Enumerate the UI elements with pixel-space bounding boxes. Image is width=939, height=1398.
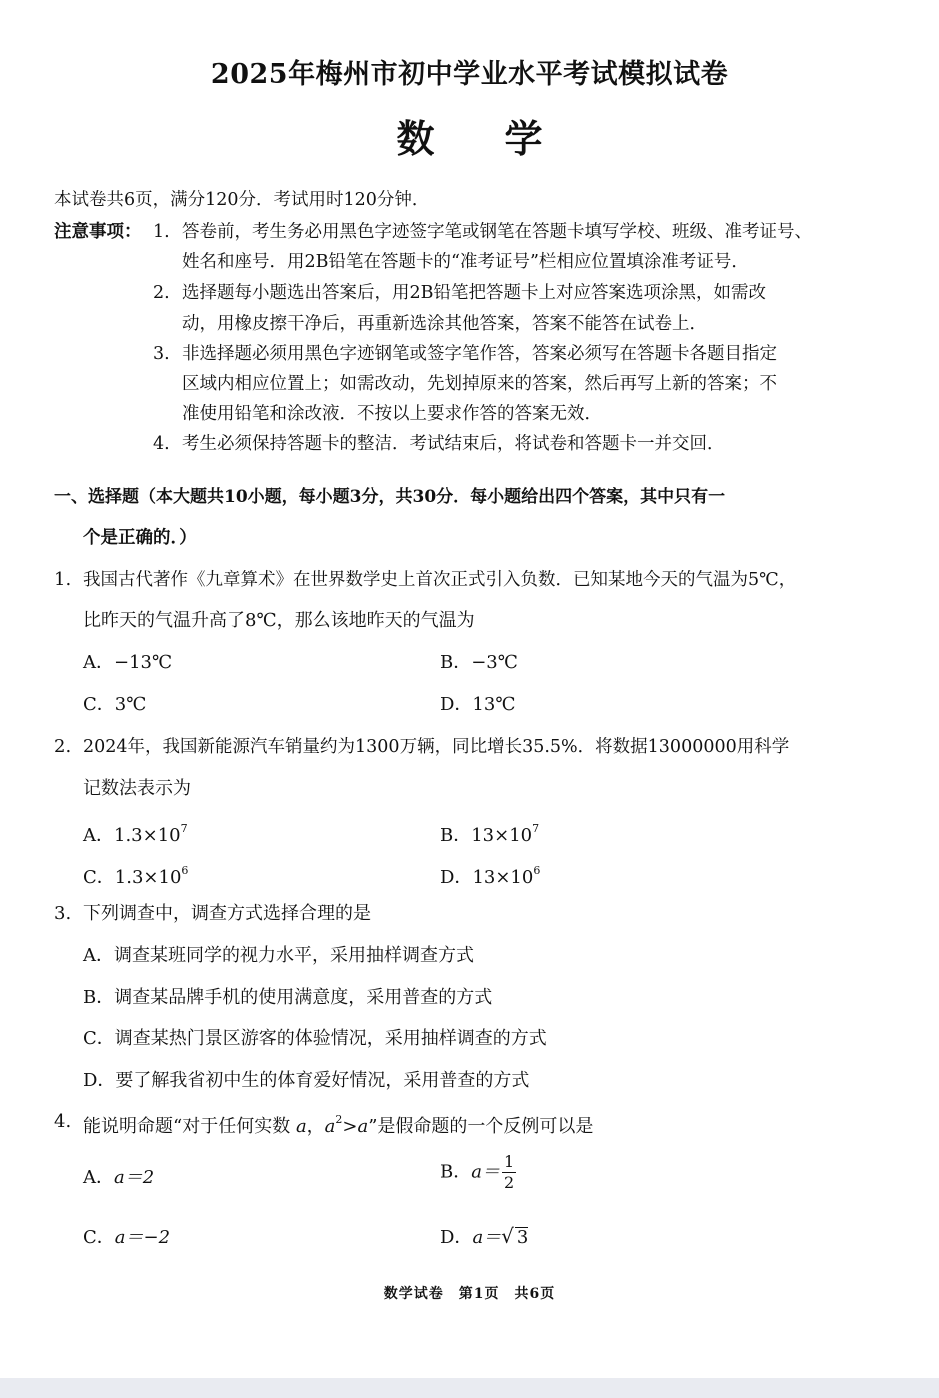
notice-number: 2. bbox=[153, 283, 170, 303]
option-d bbox=[440, 1226, 528, 1248]
option-a: A．调查某班同学的视力水平，采用抽样调查方式 bbox=[83, 945, 474, 966]
option-b: B．调查某品牌手机的使用满意度，采用普查的方式 bbox=[83, 987, 493, 1008]
notice-number: 4. bbox=[153, 434, 170, 454]
denominator: 2 bbox=[503, 1173, 515, 1192]
stem-text: ”是假命题的一个反例可以是 bbox=[368, 1116, 594, 1137]
option-exponent: 6 bbox=[181, 864, 189, 877]
numerator: 1 bbox=[503, 1152, 515, 1171]
question-stem: 下列调查中，调查方式选择合理的是 bbox=[83, 903, 371, 924]
option-d: D．要了解我省初中生的体育爱好情况，采用普查的方式 bbox=[83, 1070, 530, 1091]
notice-line: 答卷前，考生务必用黑色字迹签字笔或钢笔在答题卡填写学校、班级、准考证号、 bbox=[182, 222, 812, 242]
option-d: D．13℃ bbox=[440, 694, 516, 715]
question-stem: 比昨天的气温升高了8℃，那么该地昨天的气温为 bbox=[83, 610, 475, 631]
option-base: 1.3×10 bbox=[114, 867, 182, 888]
exam-title: 2025年梅州市初中学业水平考试模拟试卷 bbox=[210, 59, 729, 90]
option-c: C．调查某热门景区游客的体验情况，采用抽样调查的方式 bbox=[83, 1028, 547, 1049]
question-stem: 我国古代著作《九章算术》在世界数学史上首次正式引入负数．已知某地今天的气温为5℃， bbox=[83, 570, 797, 590]
option-c bbox=[83, 1228, 170, 1248]
notice-number: 1. bbox=[153, 222, 170, 242]
question-number: 3. bbox=[54, 903, 72, 924]
variable-a: a bbox=[295, 1116, 307, 1137]
page-footer: 数学试卷 第1页 共6页 bbox=[383, 1286, 556, 1302]
question-number: 1. bbox=[54, 569, 72, 590]
exam-intro: 本试卷共6页，满分120分．考试用时120分钟． bbox=[54, 190, 430, 210]
option-exponent: 6 bbox=[533, 864, 541, 877]
option-a bbox=[83, 1168, 154, 1188]
variable-a: a bbox=[357, 1116, 369, 1137]
stem-comma: ， bbox=[306, 1116, 325, 1137]
option-b: B．−3℃ bbox=[440, 652, 518, 673]
option-b bbox=[440, 1152, 516, 1193]
notice-line: 区域内相应位置上；如需改动，先划掉原来的答案，然后再写上新的答案；不 bbox=[182, 374, 777, 394]
option-base: 1.3×10 bbox=[114, 825, 181, 846]
option-c: C．3℃ bbox=[83, 694, 147, 715]
option-b bbox=[440, 821, 539, 846]
option-expr: a＝2 bbox=[114, 1167, 155, 1188]
question-number: 2. bbox=[54, 736, 72, 757]
option-base: 13×10 bbox=[471, 825, 533, 846]
notice-label: 注意事项： bbox=[54, 222, 142, 242]
option-expr: a＝−2 bbox=[114, 1227, 171, 1248]
option-d bbox=[440, 863, 540, 888]
notice-line: 准使用铅笔和涂改液．不按以上要求作答的答案无效． bbox=[182, 404, 602, 424]
variable-a: a bbox=[324, 1116, 336, 1137]
option-exponent: 7 bbox=[532, 822, 540, 835]
question-stem bbox=[83, 1112, 593, 1137]
exponent: 2 bbox=[335, 1113, 343, 1126]
greater-than: > bbox=[342, 1116, 358, 1137]
option-label: D． bbox=[440, 867, 473, 888]
radicand: 3 bbox=[516, 1227, 529, 1248]
notice-line: 非选择题必须用黑色字迹钢笔或签字笔作答，答案必须写在答题卡各题目指定 bbox=[182, 344, 777, 364]
option-label: D． bbox=[440, 1227, 473, 1248]
subject-heading: 数学 bbox=[396, 116, 613, 161]
option-c bbox=[83, 863, 188, 888]
question-stem: 记数法表示为 bbox=[83, 778, 191, 799]
option-expr: a＝ bbox=[471, 1161, 500, 1183]
notice-number: 3. bbox=[153, 344, 170, 364]
option-exponent: 7 bbox=[180, 822, 188, 835]
option-expr: a＝ bbox=[472, 1227, 502, 1248]
notice-line: 考生必须保持答题卡的整洁．考试结束后，将试卷和答题卡一并交回． bbox=[182, 434, 725, 454]
bottom-edge bbox=[0, 1378, 939, 1398]
notice-line: 选择题每小题选出答案后，用2B铅笔把答题卡上对应答案选项涂黑，如需改 bbox=[182, 283, 766, 303]
section-heading: 一、选择题（本大题共10小题，每小题3分，共30分．每小题给出四个答案，其中只有一 bbox=[54, 487, 726, 507]
notice-line: 动，用橡皮擦干净后，再重新选涂其他答案，答案不能答在试卷上． bbox=[182, 314, 707, 334]
option-label: C． bbox=[83, 1227, 115, 1248]
radical-sign: √ bbox=[501, 1224, 514, 1248]
question-number: 4. bbox=[54, 1111, 72, 1132]
option-label: B． bbox=[440, 1161, 472, 1183]
option-a bbox=[83, 821, 188, 846]
stem-text: 能说明命题“对于任何实数 bbox=[83, 1116, 291, 1137]
question-stem: 2024年，我国新能源汽车销量约为1300万辆，同比增长35.5%．将数据13000000用科学 bbox=[83, 737, 790, 757]
notice-line: 姓名和座号．用2B铅笔在答题卡的“准考证号”栏相应位置填涂准考证号． bbox=[182, 252, 749, 272]
option-label: A． bbox=[83, 1167, 114, 1188]
option-a: A．−13℃ bbox=[83, 652, 173, 673]
option-label: A． bbox=[83, 825, 114, 846]
option-label: C． bbox=[83, 867, 115, 888]
fraction bbox=[502, 1152, 516, 1193]
section-heading-cont: 个是正确的．） bbox=[83, 528, 197, 548]
option-label: B． bbox=[440, 825, 472, 846]
option-base: 13×10 bbox=[472, 867, 534, 888]
